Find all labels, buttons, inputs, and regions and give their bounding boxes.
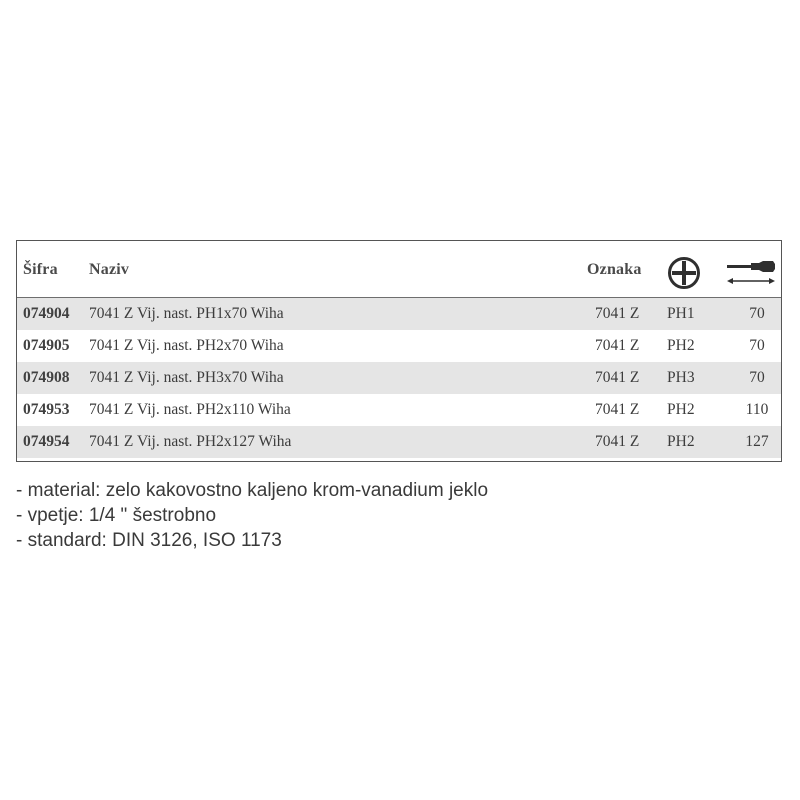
cell-code: 074904 xyxy=(23,305,70,322)
cell-length: 70 xyxy=(749,305,765,322)
note-material: - material: zelo kakovostno kaljeno krom-vanadium jeklo xyxy=(16,480,489,501)
cell-name: 7041 Z Vij. nast. PH2x110 Wiha xyxy=(89,401,291,418)
cell-code: 074908 xyxy=(23,369,70,386)
note-standard: - standard: DIN 3126, ISO 1173 xyxy=(16,530,282,551)
cell-designation: 7041 Z xyxy=(595,305,640,322)
cell-tip: PH2 xyxy=(667,337,695,354)
cell-tip: PH2 xyxy=(667,433,695,450)
cell-designation: 7041 Z xyxy=(595,401,640,418)
note-drive: - vpetje: 1/4 " šestrobno xyxy=(16,505,217,526)
product-table xyxy=(16,240,782,462)
table-row xyxy=(17,426,781,458)
table-row xyxy=(17,362,781,394)
cell-designation: 7041 Z xyxy=(595,337,640,354)
cell-length: 70 xyxy=(749,369,765,386)
cell-name: 7041 Z Vij. nast. PH2x70 Wiha xyxy=(89,337,284,354)
cell-name: 7041 Z Vij. nast. PH3x70 Wiha xyxy=(89,369,284,386)
table-row xyxy=(17,298,781,330)
cell-length: 70 xyxy=(749,337,765,354)
header-code: Šifra xyxy=(23,261,58,278)
cell-name: 7041 Z Vij. nast. PH2x127 Wiha xyxy=(89,433,292,450)
header-name: Naziv xyxy=(89,261,130,278)
table-row xyxy=(17,394,781,426)
cell-length: 127 xyxy=(745,433,769,450)
phillips-cross-icon xyxy=(667,256,701,290)
cell-name: 7041 Z Vij. nast. PH1x70 Wiha xyxy=(89,305,284,322)
cell-designation: 7041 Z xyxy=(595,433,640,450)
cell-tip: PH2 xyxy=(667,401,695,418)
table-row xyxy=(17,330,781,362)
product-notes xyxy=(16,478,488,553)
cell-tip: PH3 xyxy=(667,369,695,386)
cell-tip: PH1 xyxy=(667,305,695,322)
cell-code: 074953 xyxy=(23,401,70,418)
screwdriver-length-icon xyxy=(725,259,777,287)
table-header xyxy=(17,241,781,298)
cell-length: 110 xyxy=(745,401,769,418)
header-designation: Oznaka xyxy=(587,261,642,278)
cell-code: 074905 xyxy=(23,337,70,354)
cell-designation: 7041 Z xyxy=(595,369,640,386)
cell-code: 074954 xyxy=(23,433,70,450)
